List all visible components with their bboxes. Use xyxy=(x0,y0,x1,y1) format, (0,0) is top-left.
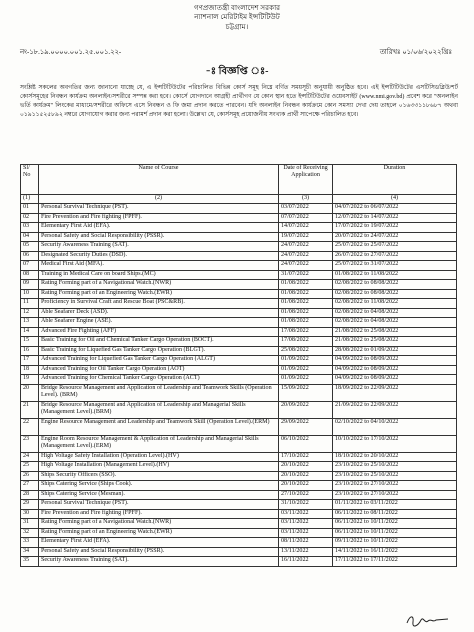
cell-course: Fire Prevention and Fire fighting (FPFF). xyxy=(39,213,279,223)
table-row xyxy=(21,481,457,491)
cell-duration: 21/08/2022 to 25/08/2022 xyxy=(333,337,457,347)
cell-course: Bridge Resource Management and Application of Leadership and Managerial Skills (Management Level).(BRM) xyxy=(39,401,279,418)
cell-date: 17/08/2022 xyxy=(279,327,333,337)
table-row xyxy=(21,538,457,548)
cell-date: 13/11/2022 xyxy=(279,547,333,557)
cell-sl: 28 xyxy=(21,490,39,500)
signature xyxy=(404,612,450,628)
table-row xyxy=(21,519,457,529)
cell-sl: 15 xyxy=(21,337,39,347)
table-row xyxy=(21,418,457,435)
cell-sl: 25 xyxy=(21,462,39,472)
cell-course: Proficiency in Survival Craft and Rescue Boat (PSC&RB). xyxy=(39,299,279,309)
cell-duration: 14/11/2022 to 16/11/2022 xyxy=(333,547,457,557)
cell-duration: 18/09/2022 to 22/09/2022 xyxy=(333,384,457,401)
table-row xyxy=(21,471,457,481)
cell-duration: 04/07/2022 to 06/07/2022 xyxy=(333,204,457,214)
cell-date: 25/08/2022 xyxy=(279,346,333,356)
cell-sl: 30 xyxy=(21,509,39,519)
cell-date: 24/07/2022 xyxy=(279,242,333,252)
cell-duration: 04/09/2022 to 08/09/2022 xyxy=(333,356,457,366)
letterhead-government: গণপ্রজাতন্ত্রী বাংলাদেশ সরকার xyxy=(193,4,281,12)
header-date: Date of Receiving Application xyxy=(279,165,333,195)
cell-duration: 01/08/2022 to 11/08/2022 xyxy=(333,270,457,280)
table-row xyxy=(21,346,457,356)
notice-date: তারিখঃ ০১/০৬/২০২২খ্রিঃ xyxy=(379,49,452,56)
cell-duration: 26/07/2022 to 27/07/2022 xyxy=(333,251,457,261)
cell-course: Advanced Training for Liquefied Gas Tanker Cargo Operation (ALGT) xyxy=(39,356,279,366)
cell-duration: 02/08/2022 to 04/08/2022 xyxy=(333,318,457,328)
cell-sl: 31 xyxy=(21,519,39,529)
table-row xyxy=(21,547,457,557)
cell-sl: 23 xyxy=(21,435,39,452)
cell-course: Rating Forming part of a Navigational Watch.(NWR) xyxy=(39,519,279,529)
cell-course: Training in Medical Care on board Ships.(MC) xyxy=(39,270,279,280)
table-row xyxy=(21,509,457,519)
cell-duration: 21/09/2022 to 22/09/2022 xyxy=(333,401,457,418)
table-row xyxy=(21,280,457,290)
cell-date: 01/08/2022 xyxy=(279,299,333,309)
cell-sl: 17 xyxy=(21,356,39,366)
cell-date: 20/10/2022 xyxy=(279,481,333,491)
header-duration: Duration xyxy=(333,165,457,195)
table-row xyxy=(21,308,457,318)
cell-date: 31/10/2022 xyxy=(279,500,333,510)
cell-course: Fire Prevention and Fire fighting (FPFF). xyxy=(39,509,279,519)
cell-duration: 23/10/2022 to 25/10/2022 xyxy=(333,462,457,472)
cell-duration: 10/10/2022 to 17/10/2022 xyxy=(333,435,457,452)
cell-course: Security Awareness Training (SAT). xyxy=(39,242,279,252)
cell-course: Personal Survival Technique (PST). xyxy=(39,204,279,214)
cell-course: Advanced Training for Chemical Tanker Cargo Operation (ACT) xyxy=(39,375,279,385)
cell-course: High Voltage Installation (Management Level).(HV) xyxy=(39,462,279,472)
table-row xyxy=(21,557,457,567)
cell-date: 16/11/2022 xyxy=(279,557,333,567)
cell-course: Advanced Training for Oil Tanker Cargo Operation (AOT) xyxy=(39,365,279,375)
cell-sl: 18 xyxy=(21,365,39,375)
cell-date: 03/11/2022 xyxy=(279,519,333,529)
cell-duration: 09/11/2022 to 10/11/2022 xyxy=(333,538,457,548)
cell-date: 01/09/2022 xyxy=(279,365,333,375)
cell-duration: 04/09/2022 to 08/09/2022 xyxy=(333,375,457,385)
cell-course: Rating Forming part of an Engineering Watch.(EWR) xyxy=(39,289,279,299)
cell-duration: 17/07/2022 to 19/07/2022 xyxy=(333,223,457,233)
cell-course: Elementary First Aid (EFA). xyxy=(39,538,279,548)
notice-body: সংশ্লিষ্ট সকলের অবগতির জন্য জানানো যাচ্ছে যে, এ ইন্সটিটিউটের পরিচালিত বিভিন্ন কোর্স সমূহ নিম্নে বর্ণিত সময়সূচী অনুযায়ী অনুষ্ঠিত হবে। এই ইন্সটিটিউটের এসটিসিডব্লিউ/শর্ট কোর্সসমূহের নিবন্ধন কার্যক্রম অনলাইন/সশরীরে সম্পন্ন করা হবে। কোর্সে যোগদানে আগ্রহী প্রার্থীগণ যে কোন স্থান হতে ইন্সটিটিউটের ওয়েবসাইট (www.nmi.gov.bd) প্রবেশ করে "অনলাইন ভর্তি কার্যক্রম" লিংকের মাধ্যমে/সশরীরে অফিসে এসে নিবন্ধন ও ফি জমা প্রদান করতে পারবেন। যদি অনলাইন নিবন্ধন কার্যক্রমে কোন সমস্যা দেখা দেয় তাহলে ০১৬৩৩১১৮৬৮৭ অথবা ০১৯১১৫২৫৮৯২ নম্বরে যোগাযোগ করার জন্য পরামর্শ প্রদান করা হলো। উল্লেখ্য যে, কোর্সসমূহ প্রয়োজনীয় সংখ্যক প্রার্থী সাপেক্ষে পরিচালিত হবে। xyxy=(20,85,458,118)
cell-duration: 02/08/2022 to 04/08/2022 xyxy=(333,308,457,318)
table-row xyxy=(21,452,457,462)
cell-date: 01/09/2022 xyxy=(279,356,333,366)
cell-duration: 20/07/2022 to 24/07/2022 xyxy=(333,232,457,242)
cell-date: 01/08/2022 xyxy=(279,280,333,290)
cell-course: Ships Security Officers (SSO). xyxy=(39,471,279,481)
cell-course: Able Seafarer Deck (ASD). xyxy=(39,308,279,318)
cell-duration: 01/11/2022 to 03/11/2022 xyxy=(333,500,457,510)
cell-sl: 05 xyxy=(21,242,39,252)
cell-duration: 25/07/2022 to 25/07/2022 xyxy=(333,242,457,252)
cell-duration: 21/08/2022 to 25/08/2022 xyxy=(333,327,457,337)
cell-duration: 02/10/2022 to 04/10/2022 xyxy=(333,418,457,435)
cell-sl: 24 xyxy=(21,452,39,462)
cell-course: Rating Forming part of an Engineering Watch.(EWR) xyxy=(39,528,279,538)
index-cell: (2) xyxy=(39,195,279,204)
cell-date: 03/07/2022 xyxy=(279,204,333,214)
table-row xyxy=(21,223,457,233)
cell-course: Engine Resource Management and Leadership and Teamwork Skill (Operation Level).(ERM) xyxy=(39,418,279,435)
cell-duration: 02/08/2022 to 11/08/2022 xyxy=(333,299,457,309)
cell-duration: 17/11/2022 to 17/11/2022 xyxy=(333,557,457,567)
cell-date: 01/08/2022 xyxy=(279,289,333,299)
index-cell: (4) xyxy=(333,195,457,204)
cell-duration: 06/11/2022 to 10/11/2022 xyxy=(333,519,457,529)
cell-duration: 25/07/2022 to 31/07/2022 xyxy=(333,261,457,271)
cell-sl: 27 xyxy=(21,481,39,491)
cell-course: Personal Safety and Social Responsibility (PSSR). xyxy=(39,547,279,557)
cell-duration: 06/11/2022 to 10/11/2022 xyxy=(333,528,457,538)
table-row xyxy=(21,213,457,223)
cell-course: Advanced Fire Fighting (AFF) xyxy=(39,327,279,337)
index-cell: (3) xyxy=(279,195,333,204)
cell-date: 01/08/2022 xyxy=(279,308,333,318)
cell-sl: 35 xyxy=(21,557,39,567)
cell-sl: 04 xyxy=(21,232,39,242)
cell-course: Rating Forming part of a Navigational Watch.(NWR) xyxy=(39,280,279,290)
cell-sl: 09 xyxy=(21,280,39,290)
cell-course: Personal Survival Technique (PST). xyxy=(39,500,279,510)
table-body xyxy=(21,204,457,567)
course-schedule-table xyxy=(20,164,457,567)
cell-course: Engine Room Resource Management & Application of Leadership and Managerial Skills (Management Level).(ERM) xyxy=(39,435,279,452)
table-row xyxy=(21,251,457,261)
cell-sl: 06 xyxy=(21,251,39,261)
cell-sl: 03 xyxy=(21,223,39,233)
table-header-row xyxy=(21,165,457,195)
index-cell: (1) xyxy=(21,195,39,204)
letterhead-institute: ন্যাশনাল মেরিটাইম ইন্সটিটিউট xyxy=(194,13,280,22)
cell-duration: 18/10/2022 to 20/10/2022 xyxy=(333,452,457,462)
cell-course: Personal Safety and Social Responsibility (PSSR). xyxy=(39,232,279,242)
cell-course: Ships Catering Service (Ships Cook). xyxy=(39,481,279,491)
cell-date: 24/07/2022 xyxy=(279,251,333,261)
cell-date: 17/08/2022 xyxy=(279,337,333,347)
cell-date: 07/07/2022 xyxy=(279,213,333,223)
cell-course: Elementary First Aid (EFA). xyxy=(39,223,279,233)
cell-sl: 26 xyxy=(21,471,39,481)
cell-date: 31/07/2022 xyxy=(279,270,333,280)
table-row xyxy=(21,289,457,299)
cell-date: 20/10/2022 xyxy=(279,471,333,481)
cell-sl: 14 xyxy=(21,327,39,337)
cell-date: 03/11/2022 xyxy=(279,509,333,519)
cell-sl: 01 xyxy=(21,204,39,214)
cell-duration: 12/07/2022 to 14/07/2022 xyxy=(333,213,457,223)
cell-course: Basic Training for Oil and Chemical Tanker Cargo Operation (BOCT). xyxy=(39,337,279,347)
table-row xyxy=(21,242,457,252)
table-row xyxy=(21,528,457,538)
cell-sl: 07 xyxy=(21,261,39,271)
cell-date: 01/08/2022 xyxy=(279,318,333,328)
cell-sl: 32 xyxy=(21,528,39,538)
cell-sl: 33 xyxy=(21,538,39,548)
cell-date: 06/10/2022 xyxy=(279,435,333,452)
cell-duration: 28/08/2022 to 01/09/2022 xyxy=(333,346,457,356)
cell-sl: 22 xyxy=(21,418,39,435)
header-course: Name of Course xyxy=(39,165,279,195)
table-row xyxy=(21,365,457,375)
letterhead-city: চট্টগ্রাম। xyxy=(225,22,249,31)
table-row xyxy=(21,401,457,418)
cell-sl: 08 xyxy=(21,270,39,280)
table-index-row xyxy=(21,195,457,204)
cell-course: Able Seafarer Engine (ASE). xyxy=(39,318,279,328)
cell-date: 08/11/2022 xyxy=(279,538,333,548)
table-row xyxy=(21,500,457,510)
cell-sl: 16 xyxy=(21,346,39,356)
table-row xyxy=(21,435,457,452)
table-row xyxy=(21,261,457,271)
table-row xyxy=(21,327,457,337)
table-row xyxy=(21,204,457,214)
table-row xyxy=(21,356,457,366)
cell-date: 01/09/2022 xyxy=(279,375,333,385)
table-row xyxy=(21,337,457,347)
cell-course: Ships Catering Service (Mesman). xyxy=(39,490,279,500)
cell-sl: 13 xyxy=(21,318,39,328)
cell-sl: 11 xyxy=(21,299,39,309)
cell-date: 27/10/2022 xyxy=(279,490,333,500)
cell-sl: 21 xyxy=(21,401,39,418)
table-row xyxy=(21,232,457,242)
table-row xyxy=(21,375,457,385)
cell-duration: 02/08/2022 to 08/08/2022 xyxy=(333,280,457,290)
cell-duration: 23/10/2022 to 27/10/2022 xyxy=(333,481,457,491)
cell-date: 17/10/2022 xyxy=(279,452,333,462)
cell-course: Designated Security Duties (DSD). xyxy=(39,251,279,261)
table-row xyxy=(21,384,457,401)
cell-date: 20/09/2022 xyxy=(279,401,333,418)
table-row xyxy=(21,299,457,309)
cell-date: 14/07/2022 xyxy=(279,223,333,233)
cell-sl: 02 xyxy=(21,213,39,223)
cell-course: Basic Training for Liquefied Gas Tanker Cargo Operation (BLGT). xyxy=(39,346,279,356)
letterhead xyxy=(0,4,474,32)
cell-course: High Voltage Safety Installation (Operation Level).(HV) xyxy=(39,452,279,462)
cell-sl: 34 xyxy=(21,547,39,557)
cell-date: 29/09/2022 xyxy=(279,418,333,435)
cell-duration: 23/10/2022 to 27/10/2022 xyxy=(333,490,457,500)
cell-date: 24/07/2022 xyxy=(279,261,333,271)
reference-number: নং-১৮.১৯.০০০০.০০১.২৫.০০১.২২- xyxy=(20,49,122,56)
cell-sl: 29 xyxy=(21,500,39,510)
notice-title: -ঃ বিজ্ঞপ্তি ঃ- xyxy=(205,66,269,77)
cell-date: 03/11/2022 xyxy=(279,528,333,538)
cell-date: 15/09/2022 xyxy=(279,384,333,401)
cell-sl: 19 xyxy=(21,375,39,385)
cell-date: 20/10/2022 xyxy=(279,462,333,472)
cell-course: Medical First Aid (MFA). xyxy=(39,261,279,271)
table-row xyxy=(21,270,457,280)
cell-sl: 20 xyxy=(21,384,39,401)
cell-duration: 06/11/2022 to 08/11/2022 xyxy=(333,509,457,519)
header-sl: Sl/ No xyxy=(21,165,39,195)
cell-duration: 23/10/2022 to 25/10/2022 xyxy=(333,471,457,481)
table-row xyxy=(21,490,457,500)
cell-sl: 10 xyxy=(21,289,39,299)
cell-duration: 02/08/2022 to 08/08/2022 xyxy=(333,289,457,299)
table-row xyxy=(21,318,457,328)
cell-date: 19/07/2022 xyxy=(279,232,333,242)
cell-course: Security Awareness Training (SAT). xyxy=(39,557,279,567)
cell-course: Bridge Resource Management and Application of Leadership and Teamwork Skills (Operation Level). (BRM) xyxy=(39,384,279,401)
cell-duration: 04/09/2022 to 08/09/2022 xyxy=(333,365,457,375)
cell-sl: 12 xyxy=(21,308,39,318)
table-row xyxy=(21,462,457,472)
